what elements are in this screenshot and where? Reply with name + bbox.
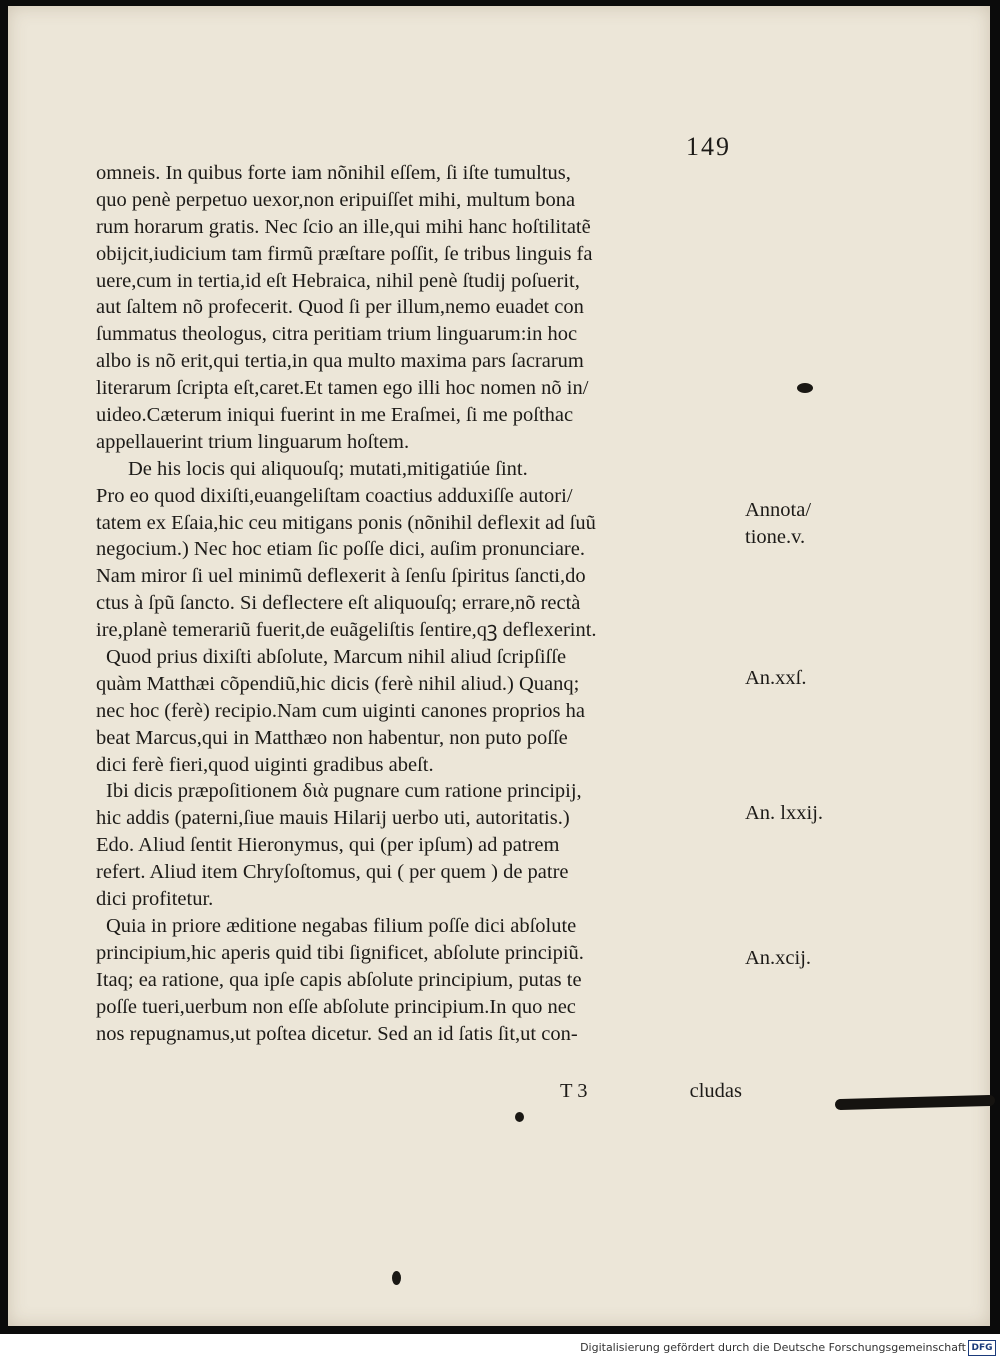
text-line: Quod prius dixiſti abſolute, Marcum nihil aliud ſcripſiſſe [106, 646, 567, 669]
text-line: Nam miror ſi uel minimũ deflexerit à ſenſu ſpiritus ſancti,do [96, 565, 586, 588]
text-line: Pro eo quod dixiſti,euangeliſtam coactius adduxiſſe autori/ [96, 484, 573, 507]
text-line: rum horarum gratis. Nec ſcio an ille,qui mihi hanc hoſtilitatẽ [96, 215, 591, 238]
marginal-note: An. lxxij. [745, 802, 824, 824]
ink-spot [515, 1112, 524, 1122]
text-line: quàm Matthæi cõpendiũ,hic dicis (ferè nihil aliud.) Quanq; [96, 672, 580, 695]
text-line: Ibi dicis præpoſitionem διὰ pugnare cum ratione principij, [106, 780, 582, 803]
ink-spot [392, 1271, 401, 1285]
text-line: quo penè perpetuo uexor,non eripuiſſet mihi, multum bona [96, 188, 576, 211]
footer-bar [0, 1338, 1000, 1359]
text-line: ſummatus theologus, citra peritiam trium linguarum:in hoc [96, 323, 578, 346]
ink-spot [797, 383, 813, 393]
text-line: hic addis (paterni,ſiue mauis Hilarij uerbo uti, autoritatis.) [96, 807, 570, 830]
text-line: albo is nõ erit,qui tertia,in qua multo maxima pars ſacrarum [96, 350, 584, 373]
text-line: aut ſaltem nõ profecerit. Quod ſi per illum,nemo euadet con [96, 296, 584, 319]
text-line: refert. Aliud item Chryſoſtomus, qui ( per quem ) de patre [96, 861, 569, 884]
text-line: ctus à ſpũ ſancto. Si deflectere eſt aliquouſq; errare,nõ rectà [96, 592, 581, 615]
text-line: omneis. In quibus forte iam nõnihil eſſem, ſi iſte tumultus, [96, 162, 571, 184]
dfg-logo-icon: DFG [968, 1340, 996, 1356]
text-line: principium,hic aperis quid tibi ſignificet, abſolute principiũ. [96, 941, 584, 964]
marginal-note: An.xxſ. [745, 667, 807, 689]
text-line: dici ferè fieri,quod uiginti gradibus abeſt. [96, 753, 434, 776]
text-line: obijcit,iudicium tam firmũ præſtare poſſit, ſe tribus linguis fa [96, 242, 593, 265]
page-foot [96, 1080, 742, 1108]
marginal-note: Annota/ [745, 499, 812, 521]
body-text [96, 160, 742, 1047]
text-line: uideo.Cæterum iniqui fuerint in me Eraſmei, ſi me poſthac [96, 404, 574, 427]
text-line: nos repugnamus,ut poſtea dicetur. Sed an id ſatis ſit,ut con- [96, 1022, 578, 1045]
marginal-note: tione.v. [745, 526, 806, 548]
text-line: nec hoc (ferè) recipio.Nam cum uiginti canones proprios ha [96, 699, 585, 722]
text-line: uere,cum in tertia,id eſt Hebraica, nihil penè ſtudij poſuerit, [96, 269, 580, 292]
text-line: literarum ſcripta eſt,caret.Et tamen ego illi hoc nomen nõ in/ [96, 377, 589, 400]
text-line: appellauerint trium linguarum hoſtem. [96, 430, 410, 453]
text-line: tatem ex Eſaia,hic ceu mitigans ponis (nõnihil deflexit ad ſuũ [96, 511, 596, 534]
text-line: Edo. Aliud ſentit Hieronymus, qui (per ipſum) ad patrem [96, 834, 560, 857]
signature-mark: T 3 [560, 1080, 588, 1102]
text-line: poſſe tueri,uerbum non eſſe abſolute principium.In quo nec [96, 995, 576, 1018]
text-line: ire,planè temerariũ fuerit,de euãgeliſtis ſentire,qꝫ deflexerint. [96, 619, 597, 642]
text-line: negocium.) Nec hoc etiam ſic poſſe dici, auſim pronunciare. [96, 538, 585, 561]
text-line: Itaq; ea ratione, qua ipſe capis abſolute principium, putas te [96, 968, 582, 991]
text-line: dici profitetur. [96, 888, 214, 911]
footer-credit: Digitalisierung gefördert durch die Deutsche Forschungsgemeinschaft [580, 1341, 966, 1354]
section-heading: De his locis qui aliquouſq; mutati,mitigatiúe ſint. [128, 457, 528, 480]
page-number: 149 [686, 132, 731, 161]
catchword: cludas [689, 1080, 742, 1102]
text-line: Quia in priore æditione negabas filium poſſe dici abſolute [106, 914, 577, 937]
marginal-note: An.xcij. [745, 947, 812, 969]
text-line: beat Marcus,qui in Matthæo non habentur, non puto poſſe [96, 726, 568, 749]
